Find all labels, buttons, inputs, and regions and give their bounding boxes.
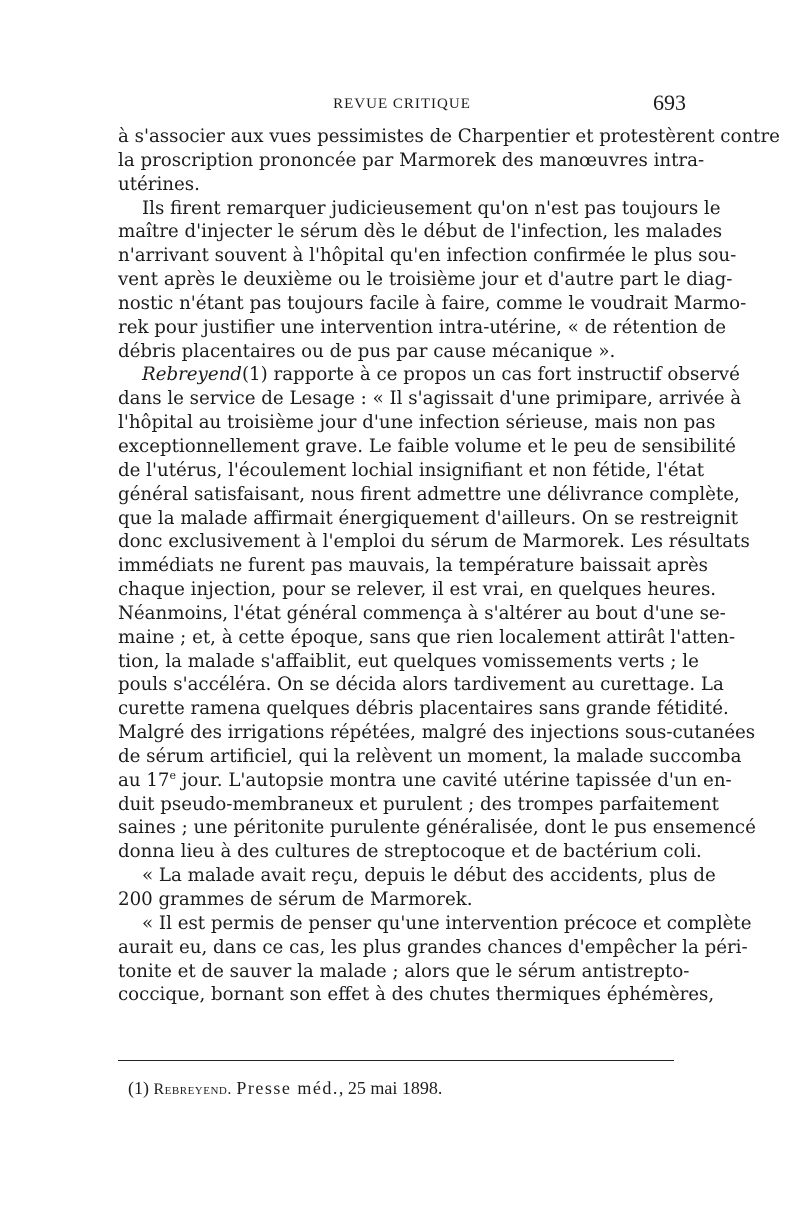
text-line: tonite et de sauver la malade ; alors que le sérum antistrepto- <box>118 960 690 982</box>
page-number: 693 <box>653 90 686 115</box>
text-line: « La malade avait reçu, depuis le début des accidents, plus de <box>142 865 716 887</box>
text-line-rest: jour. L'autopsie montra une cavité utérine tapissée d'un en- <box>176 769 732 791</box>
text-line: pouls s'accéléra. On se décida alors tardivement au curettage. La <box>118 674 724 696</box>
text-line: donna lieu à des cultures de streptocoque et de bactérium coli. <box>118 841 702 863</box>
text-line: à s'associer aux vues pessimistes de Charpentier et protestèrent contre <box>118 126 780 147</box>
running-head: REVUE CRITIQUE <box>333 96 471 112</box>
text-line: rek pour justifier une intervention intra-utérine, « de rétention de <box>118 316 726 338</box>
text-fragment: au <box>118 769 147 791</box>
text-line: « Il est permis de penser qu'une intervention précoce et complète <box>142 912 752 934</box>
text-line: de sérum artificiel, qui la relèvent un moment, la malade succomba <box>118 745 742 767</box>
text-line: maine ; et, à cette époque, sans que rien localement attirât l'atten- <box>118 626 736 648</box>
footnote-divider <box>118 1060 674 1061</box>
day-suffix: e <box>169 768 177 782</box>
text-line: curette ramena quelques débris placentaires sans grande fétidité. <box>118 698 729 720</box>
text-line: 200 grammes de sérum de Marmorek. <box>118 889 473 910</box>
footnote <box>128 1078 442 1099</box>
text-line: que la malade affirmait énergiquement d'ailleurs. On se restreignit <box>118 507 739 529</box>
text-line: l'hôpital au troisième jour d'une infection sérieuse, mais non pas <box>118 412 716 434</box>
text-line: la proscription prononcée par Marmorek des manœuvres intra- <box>118 149 705 171</box>
text-line: maître d'injecter le sérum dès le début de l'infection, les malades <box>118 221 723 243</box>
text-line: tion, la malade s'affaiblit, eut quelques vomissements verts ; le <box>118 650 699 672</box>
text-line: duit pseudo-membraneux et purulent ; des trompes parfaitement <box>118 793 719 815</box>
footnote-journal: Presse méd. <box>236 1078 339 1098</box>
text-line: Ils firent remarquer judicieusement qu'on n'est pas toujours le <box>142 197 721 219</box>
text-line: saines ; une péritonite purulente généralisée, dont le pus ensemencé <box>118 817 756 839</box>
text-line: aurait eu, dans ce cas, les plus grandes chances d'empêcher la péri- <box>118 936 748 958</box>
footnote-date: , 25 mai 1898. <box>338 1078 443 1098</box>
text-line: exceptionnellement grave. Le faible volume et le peu de sensibilité <box>118 435 736 457</box>
text-line: coccique, bornant son effet à des chutes thermiques éphémères, <box>118 984 715 1006</box>
text-line-rest: rapporte à ce propos un cas fort instructif observé <box>273 364 740 386</box>
text-line: dans le service de Lesage : « Il s'agissait d'une primipare, arrivée à <box>118 388 742 410</box>
text-line: immédiats ne furent pas mauvais, la température baissait après <box>118 555 708 577</box>
text-line: Malgré des irrigations répétées, malgré des injections sous-cutanées <box>118 722 756 744</box>
footnote-author: Rebreyend. <box>153 1081 232 1098</box>
text-line: nostic n'étant pas toujours facile à faire, comme le voudrait Marmo- <box>118 292 747 314</box>
text-line <box>118 363 740 387</box>
author-name: Rebreyend <box>142 364 242 386</box>
text-line: n'arrivant souvent à l'hôpital qu'en infection confirmée le plus sou- <box>118 245 737 267</box>
day-number: 17 <box>146 769 170 791</box>
text-line: Néanmoins, l'état général commença à s'altérer au bout d'une se- <box>118 602 726 624</box>
body-text <box>118 125 780 1007</box>
text-line: utérines. <box>118 173 200 195</box>
text-line: de l'utérus, l'écoulement lochial insignifiant et non fétide, l'état <box>118 459 705 481</box>
page-header <box>118 90 686 122</box>
text-line: chaque injection, pour se relever, il est vrai, en quelques heures. <box>118 579 717 601</box>
text-line: général satisfaisant, nous firent admettre une délivrance complète, <box>118 483 740 505</box>
text-line: donc exclusivement à l'emploi du sérum de Marmorek. Les résultats <box>118 531 750 553</box>
footnote-ref: (1) <box>241 364 268 386</box>
text-line: vent après le deuxième ou le troisième jour et d'autre part le diag- <box>118 269 733 291</box>
text-line <box>118 768 732 793</box>
footnote-marker: (1) <box>128 1078 149 1098</box>
text-line: débris placentaires ou de pus par cause mécanique ». <box>118 340 616 362</box>
